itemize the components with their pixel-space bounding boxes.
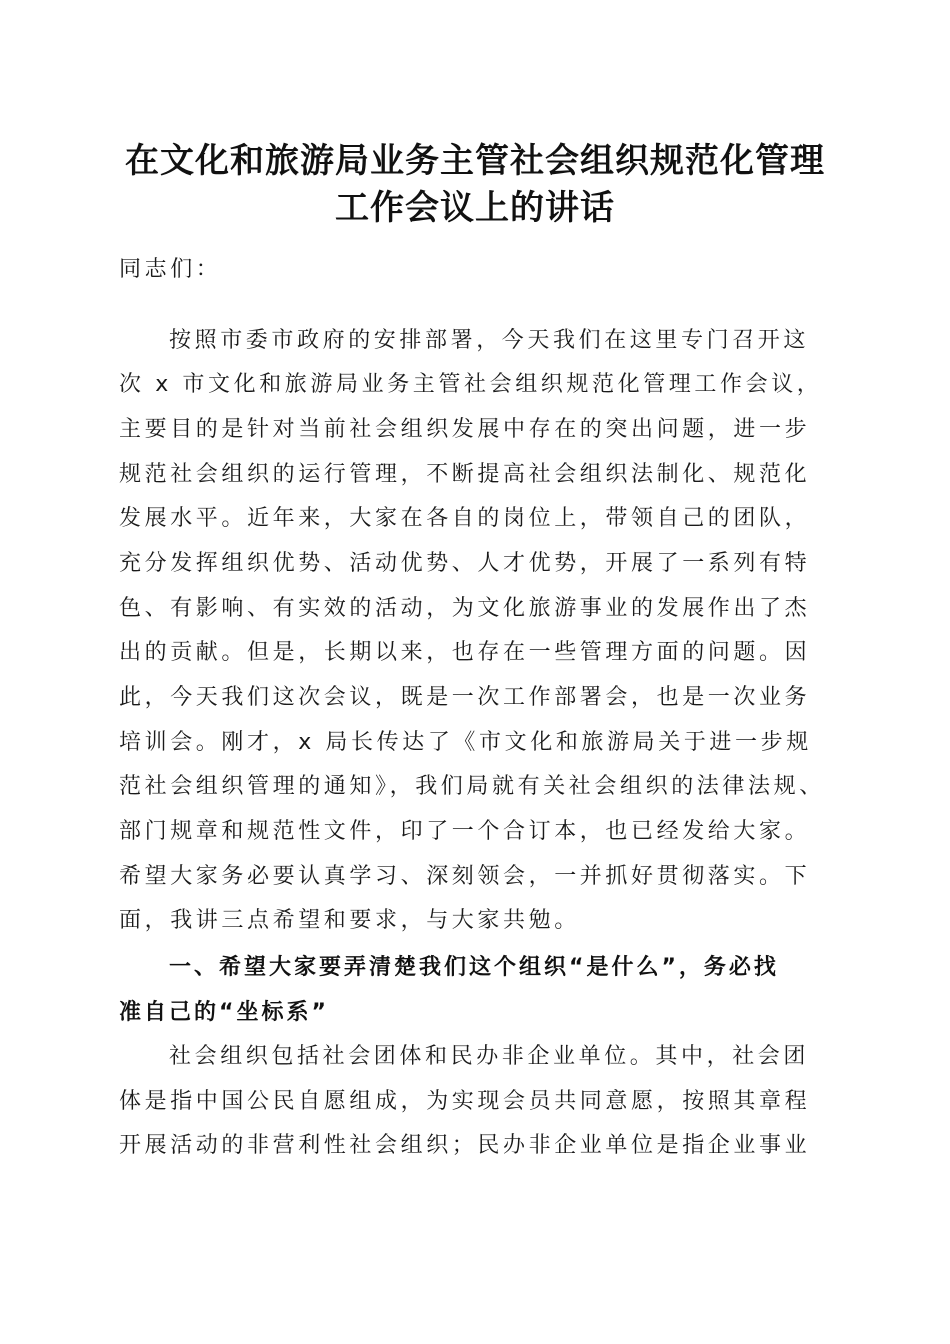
paragraph-line: 按照市委市政府的安排部署，今天我们在这里专门召开这 [169, 328, 810, 353]
paragraph-line: 次 x 市文化和旅游局业务主管社会组织规范化管理工作会议， [119, 372, 823, 397]
paragraph-line: 体是指中国公民自愿组成，为实现会员共同意愿，按照其章程 [119, 1089, 811, 1114]
paragraph-line: 面，我讲三点希望和要求，与大家共勉。 [119, 908, 580, 933]
salutation: 同志们： [119, 257, 222, 282]
document-title-line-1: 在文化和旅游局业务主管社会组织规范化管理 [125, 141, 825, 181]
paragraph-line: 培训会。刚才，x 局长传达了《市文化和旅游局关于进一步规 [119, 730, 812, 755]
paragraph-line: 出的贡献。但是，长期以来，也存在一些管理方面的问题。因 [119, 640, 811, 665]
paragraph-line: 开展活动的非营利性社会组织；民办非企业单位是指企业事业 [119, 1133, 811, 1158]
paragraph-line: 发展水平。近年来，大家在各自的岗位上，带领自己的团队， [119, 506, 811, 531]
section-heading-line-1: 一、希望大家要弄清楚我们这个组织“是什么”，务必找 [169, 955, 779, 980]
paragraph-line: 希望大家务必要认真学习、深刻领会，一并抓好贯彻落实。下 [119, 864, 811, 889]
paragraph-line: 此，今天我们这次会议，既是一次工作部署会，也是一次业务 [119, 685, 811, 710]
section-heading-line-2: 准自己的“坐标系” [119, 1000, 329, 1025]
paragraph-line: 范社会组织管理的通知》，我们局就有关社会组织的法律法规、 [119, 774, 825, 799]
paragraph-line: 充分发挥组织优势、活动优势、人才优势，开展了一系列有特 [119, 551, 811, 576]
paragraph-line: 规范社会组织的运行管理，不断提高社会组织法制化、规范化 [119, 462, 811, 487]
paragraph-line: 社会组织包括社会团体和民办非企业单位。其中，社会团 [169, 1044, 810, 1069]
paragraph-line: 部门规章和规范性文件，印了一个合订本，也已经发给大家。 [119, 819, 811, 844]
document-title-line-2: 工作会议上的讲话 [335, 188, 615, 228]
paragraph-line: 主要目的是针对当前社会组织发展中存在的突出问题，进一步 [119, 417, 811, 442]
paragraph-line: 色、有影响、有实效的活动，为文化旅游事业的发展作出了杰 [119, 596, 811, 621]
